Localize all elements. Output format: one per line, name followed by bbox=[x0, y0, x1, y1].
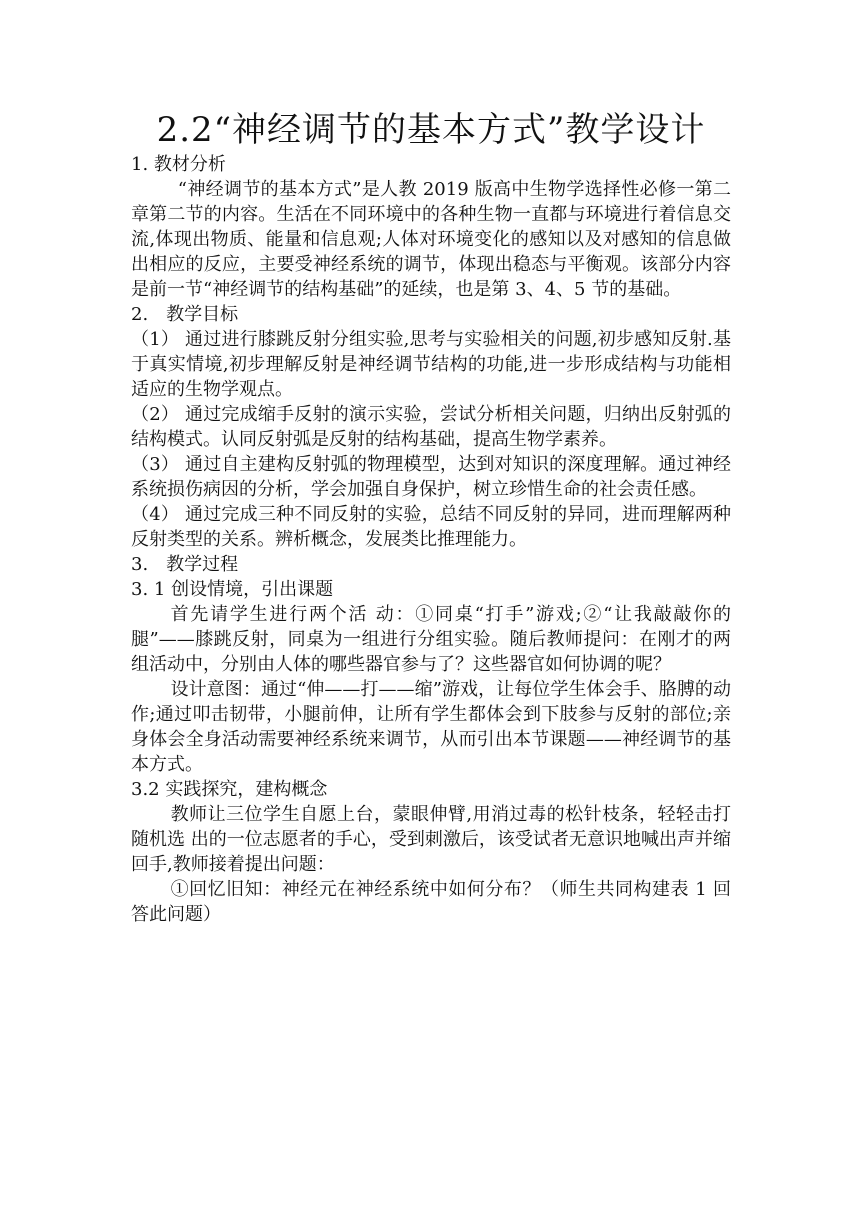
section-heading-textbook-analysis: 1. 教材分析 bbox=[131, 154, 226, 175]
paragraph-goal-3: （3） 通过自主建构反射弧的物理模型，达到对知识的深度理解。通过神经系统损伤病因的分析，学会加强自身保护，树立珍惜生命的社会责任感。 bbox=[131, 454, 731, 500]
paragraph-goal-2: （2） 通过完成缩手反射的演示实验，尝试分析相关问题，归纳出反射弧的结构模式。认同反射弧是反射的结构基础，提高生物学素养。 bbox=[131, 404, 731, 450]
paragraph-design-intent: 设计意图：通过“伸——打——缩”游戏，让每位学生体会手、胳膊的动作;通过叩击韧带，小腿前伸，让所有学生都体会到下肢参与反射的部位;亲身体会全身活动需要神经系统来调节，从而引出本节课题——神经调节的基本方式。 bbox=[131, 679, 731, 775]
subsection-heading-3-2: 3.2 实践探究，建构概念 bbox=[131, 779, 328, 800]
section-heading-teaching-goals: 2. 教学目标 bbox=[131, 304, 239, 325]
section-heading-teaching-process: 3. 教学过程 bbox=[131, 554, 239, 575]
paragraph-goal-1: （1） 通过进行膝跳反射分组实验,思考与实验相关的问题,初步感知反射.基于真实情境,初步理解反射是神经调节结构的功能,进一步形成结构与功能相适应的生物学观点。 bbox=[131, 329, 731, 400]
paragraph-experiment: 教师让三位学生自愿上台，蒙眼伸臂,用消过毒的松针枝条，轻轻击打随机选 出的一位志愿者的手心，受到刺激后，该受试者无意识地喊出声并缩回手,教师接着提出问题： bbox=[131, 804, 731, 875]
paragraph-goal-4: （4） 通过完成三种不同反射的实验，总结不同反射的异同，进而理解两种反射类型的关系。辨析概念，发展类比推理能力。 bbox=[131, 504, 731, 550]
document-page bbox=[131, 108, 731, 927]
paragraph-textbook-analysis: “神经调节的基本方式”是人教 2019 版高中生物学选择性必修一第二章第二节的内容。生活在不同环境中的各种生物一直都与环境进行着信息交流,体现出物质、能量和信息观;人体对环境变化的感知以及对感知的信息做出相应的反应，主要受神经系统的调节，体现出稳态与平衡观。该部分内容是前一节“神经调节的结构基础”的延续，也是第 3、4、5 节的基础。 bbox=[131, 179, 731, 300]
paragraph-question-1: ①回忆旧知：神经元在神经系统中如何分布？（师生共同构建表 1 回答此问题） bbox=[131, 879, 731, 925]
paragraph-activities: 首先请学生进行两个活 动：①同桌“打手”游戏;②“让我敲敲你的腿”——膝跳反射，同桌为一组进行分组实验。随后教师提问：在刚才的两组活动中，分别由人体的哪些器官参与了？这些器官如何协调的呢？ bbox=[131, 604, 731, 675]
subsection-heading-3-1: 3. 1 创设情境，引出课题 bbox=[131, 579, 334, 600]
document-title: 2.2“神经调节的基本方式”教学设计 bbox=[156, 110, 706, 150]
